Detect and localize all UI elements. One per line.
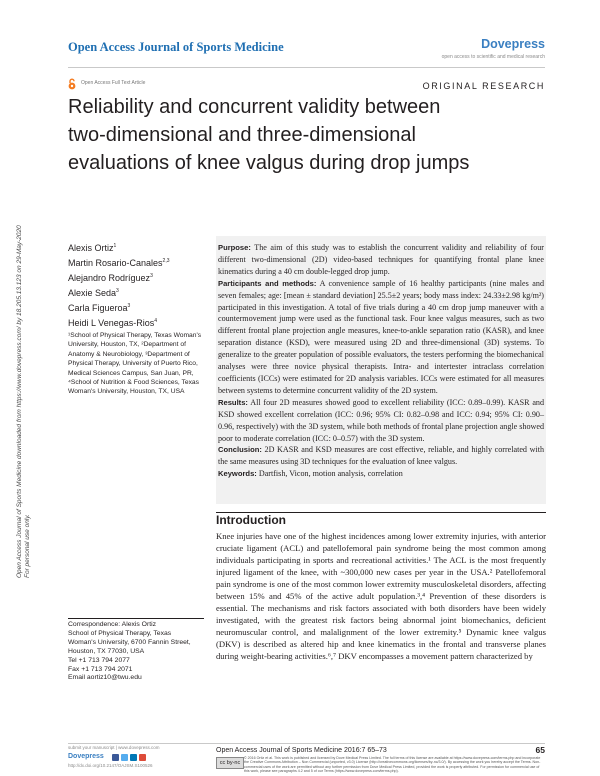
twitter-icon[interactable] <box>121 754 128 761</box>
correspondence: Correspondence: Alexis Ortiz School of Physical Therapy, Texas Woman's University, 6700 Fannin Street, Houston, TX 77030, USA Tel +1 713 794 2077 Fax +1 713 794 2071 Email aortiz10@twu.edu <box>68 621 208 683</box>
correspondence-divider <box>68 618 204 619</box>
personal-use-note: For personal use only. <box>24 514 31 578</box>
author: Martin Rosario-Canales$^{2,3}$ <box>68 258 170 268</box>
title-line: two-dimensional and three-dimensional <box>68 124 416 146</box>
publisher-tagline: open access to scientific and medical research <box>441 54 545 60</box>
conclusion-text: 2D KASR and KSD measures are cost effective, reliable, and highly correlated with the same measures using 3D techniques for the evaluation of knee valgus. <box>218 445 544 467</box>
author: Alejandro Rodríguez$^3$ <box>68 273 153 283</box>
license-text: © 2016 Ortiz et al. This work is published and licensed by Dove Medical Press Limited. The full terms of this license are available at https://www.dovepress.com/terms.php and incorporate the Creative Commons Attribution – Non Commercial (unported, v3.0) License (http://creativecommons.org/licenses/by-nc/3.0/). By accessing the work you hereby accept the Terms. Non-commercial uses of the work are permitted without any further permission from Dove Medical Press Limited, provided the work is properly attributed. For permission for commercial use of this work, please see paragraphs 4.2 and 5 of our Terms (https://www.dovepress.com/terms.php). <box>244 756 541 774</box>
title-line: Reliability and concurrent validity between <box>68 96 441 118</box>
purpose-label: Purpose: <box>218 243 251 252</box>
keywords-label: Keywords: <box>218 469 257 479</box>
open-access-label: Open Access Full Text Article <box>81 80 146 86</box>
youtube-icon[interactable] <box>139 754 146 761</box>
conclusion-label: Conclusion: <box>218 445 262 455</box>
submit-manuscript-link[interactable]: submit your manuscript | www.dovepress.com <box>68 745 160 750</box>
author: Alexie Seda$^3$ <box>68 288 119 298</box>
affiliations: ¹School of Physical Therapy, Texas Woman's University, Houston, TX, ²Department of Anatomy & Neurobiology, ³Department of Physical Therapy, University of Puerto Rico, Medical Sciences Campus, San Juan, PR, ⁴School of Nutrition & Food Sciences, Texas Woman's University, Houston, TX, USA <box>68 332 202 396</box>
author: Carla Figueroa$^3$ <box>68 303 131 313</box>
header-divider <box>68 67 545 68</box>
section-label: ORIGINAL RESEARCH <box>422 81 545 91</box>
page-number: 65 <box>535 745 545 755</box>
author: Alexis Ortiz$^1$ <box>68 243 117 253</box>
download-watermark <box>2 128 34 578</box>
methods-text: A convenience sample of 16 healthy participants (nine males and seven females; age: [mean ± standard deviation] 25.5±2 years; body mass index: 24.33±2.98 kg/m²) participated in this investigation. A total of five trials during a 40 cm drop jump maneuver with a countermovement jump were used as the functional task. Four knee valgus measures, such as two different frontal plane projection angle measures, knee-to-ankle separation ratio (KASR), and knee separation distance (KSD), were measured using 2D and three-dimensional (3D) systems. To generalize to the greater population of possible evaluators, the testers performing the biomechanical analyses were three novice physical therapists. Intra- and intertester intraclass correlation coefficients (ICCs) were estimated for 2D analysis variables. ICCs were estimated for all measures between systems to determine concurrent validity of the 2D system. <box>218 278 544 395</box>
introduction-body <box>216 530 546 663</box>
methods-label: Participants and methods: <box>218 278 317 288</box>
title-line: evaluations of knee valgus during drop jumps <box>68 152 470 174</box>
linkedin-icon[interactable] <box>130 754 137 761</box>
cc-license-badge[interactable]: cc by-nc <box>216 757 244 769</box>
abstract <box>218 242 544 480</box>
facebook-icon[interactable] <box>112 754 119 761</box>
results-text: All four 2D measures showed good to excellent reliability (ICC: 0.89–0.99). KASR and KSD showed excellent correlation (ICC: 0.96; 95% CI: 0.82–0.98 and ICC: 0.94; 95% CI: 0.90–0.96, respectively) with the 3D system, while both methods of frontal plane projection angle showed poor to moderate correlation (ICC: 0–0.57) with the 3D system. <box>218 397 545 443</box>
keywords-text: Dartfish, Vicon, motion analysis, correlation <box>258 469 403 479</box>
purpose-text: The aim of this study was to establish the concurrent validity and reliability of four different two-dimensional (2D) video-based techniques for quantifying frontal plane knee kinematics during a 40 cm double-legged drop jump. <box>218 243 544 276</box>
download-note: Open Access Journal of Sports Medicine downloaded from https://www.dovepress.com/ by 18.205.13.123 on 29-May-2020 <box>16 225 23 578</box>
article-title <box>68 93 538 177</box>
open-access-lock-icon <box>67 78 77 90</box>
doi-link[interactable]: http://dx.doi.org/10.2147/OAJSM.S100526 <box>68 763 153 768</box>
results-label: Results: <box>218 397 248 407</box>
journal-title: Open Access Journal of Sports Medicine <box>68 40 284 54</box>
footer-divider <box>68 743 545 744</box>
citation: Open Access Journal of Sports Medicine 2016:7 65–73 <box>216 747 387 754</box>
correspondence-email[interactable]: Email aortiz10@twu.edu <box>68 674 142 682</box>
author-list <box>68 240 170 330</box>
author: Heidi L Venegas-Rios$^4$ <box>68 318 157 328</box>
introduction-heading: Introduction <box>216 513 286 527</box>
publisher-logo[interactable]: Dovepress <box>481 37 545 51</box>
footer-logo[interactable]: Dovepress <box>68 753 104 760</box>
introduction-paragraph: Knee injuries have one of the highest incidences among lower extremity injuries, with anterior cruciate ligament (ACL) and patellofemoral pain syndrome being the most common among individuals participating in sports and recreational activities.¹ The ACL is the most frequently injured ligament of the knee, with ~300,000 new cases per year in the USA.² Patellofemoral pain syndrome is one of the most common lower extremity musculoskeletal disorders, affecting between 15% and 45% of the active adult population.³,⁴ Prevention of these disorders is essential. The mechanisms and risk factors associated with both disorders have been widely investigated, with the greatest risk factors being abnormal joint biomechanics, deficient neuromuscular control, and malalignment of the lower extremity.⁵ Dynamic knee valgus (DKV) is described as altered hip and knee kinematics in the frontal and transverse planes during weight-bearing activities.⁶,⁷ DKV encompasses a movement pattern characterized by <box>216 531 546 662</box>
